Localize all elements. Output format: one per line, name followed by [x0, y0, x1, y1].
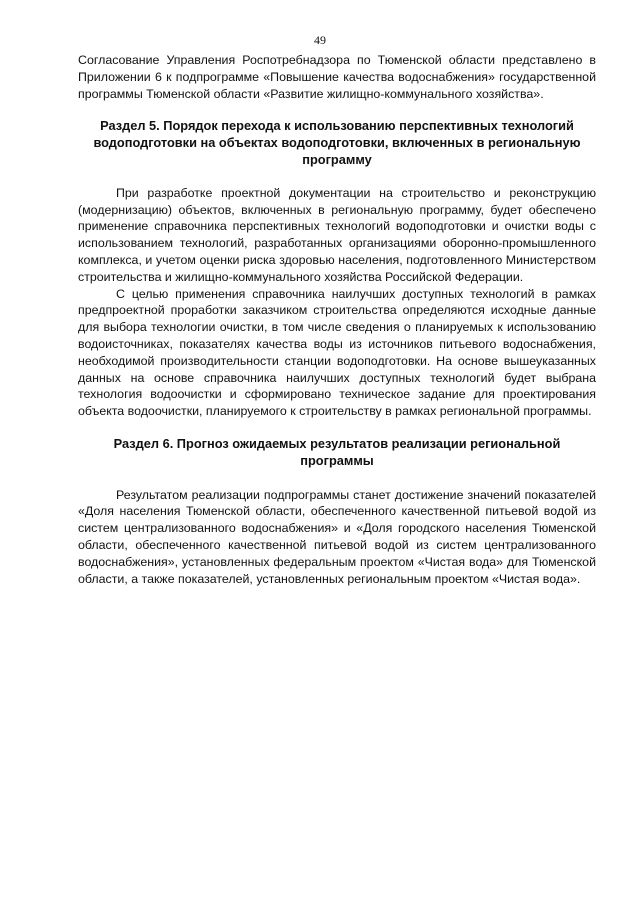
section-5-paragraph-2: С целью применения справочника наилучших доступных технологий в рамках предпроектной проработки заказчиком строительства определяются исходные данные для выбора технологии очистки, в том числе сведения о планируемых к использованию водоисточниках, показателях качества воды из источников питьевого водоснабжения, необходимой производительности станции водоподготовки. На основе вышеуказанных данных на основе справочника наилучших доступных технологий будет выбрана технология водоочистки и сформировано техническое задание для проектирования объекта водоочистки, планируемого к строительству в рамках региональной программы. [78, 286, 596, 419]
section-5-paragraph-1: При разработке проектной документации на строительство и реконструкцию (модернизацию) объектов, включенных в региональную программу, будет обеспечено применение справочника перспективных технологий водоподготовки и очистки воды с использованием технологий, разработанных организациями оборонно-промышленного комплекса, и учетом оценки риска здоровью населения, подготовленного Министерством строительства и жилищно-коммунального хозяйства Российской Федерации. [78, 185, 596, 284]
intro-paragraph: Согласование Управления Роспотребнадзора по Тюменской области представлено в Приложении 6 к подпрограмме «Повышение качества водоснабжения» государственной программы Тюменской области «Развитие жилищно-коммунального хозяйства». [78, 53, 596, 101]
section-5-heading: Раздел 5. Порядок перехода к использованию перспективных технологий водоподготовки на объектах водоподготовки, включенных в региональную программу [93, 118, 581, 167]
page-content [78, 52, 596, 587]
section-6-heading: Раздел 6. Прогноз ожидаемых результатов реализации региональной программы [113, 435, 561, 468]
section-6-paragraph-1: Результатом реализации подпрограммы станет достижение значений показателей «Доля населения Тюменской области, обеспеченного качественной питьевой водой из систем централизованного водоснабжения» и «Доля городского населения Тюменской области, обеспеченного качественной питьевой водой из систем централизованного водоснабжения», установленных федеральным проектом «Чистая вода» для Тюменской области, а также показателей, установленных региональным проектом «Чистая вода». [78, 487, 596, 586]
page-number: 49 [314, 33, 326, 47]
